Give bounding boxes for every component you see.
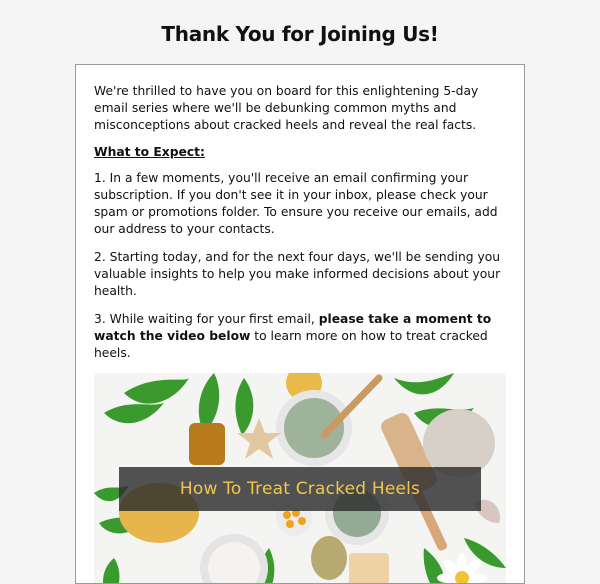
intro-paragraph: We're thrilled to have you on board for this enlightening 5-day email series where we'll be debunking common myths and misconceptions about cracked heels and reveal the real facts. (94, 84, 479, 132)
what-to-expect-heading: What to Expect: (94, 145, 205, 159)
step-3-emphasis: please take a moment to watch the video below (94, 312, 492, 343)
content-card (75, 64, 525, 584)
step-2-paragraph: 2. Starting today, and for the next four days, we'll be sending you valuable insights to help you make informed decisions about your health. (94, 250, 501, 298)
video-title-banner (119, 467, 481, 511)
page-title: Thank You for Joining Us! (161, 22, 439, 46)
step-3-paragraph (94, 311, 506, 362)
step-3-text-end: to learn more on how to treat cracked heels. (94, 329, 488, 360)
video-title: How To Treat Cracked Heels (179, 479, 421, 499)
step-3-text-start: 3. While waiting for your first email, (94, 312, 319, 326)
video-thumbnail[interactable] (94, 373, 506, 584)
step-1-paragraph: 1. In a few moments, you'll receive an email confirming your subscription. If you don't see it in your inbox, please check your spam or promotions folder. To ensure you receive our emails, add our address to your contacts. (94, 171, 498, 236)
